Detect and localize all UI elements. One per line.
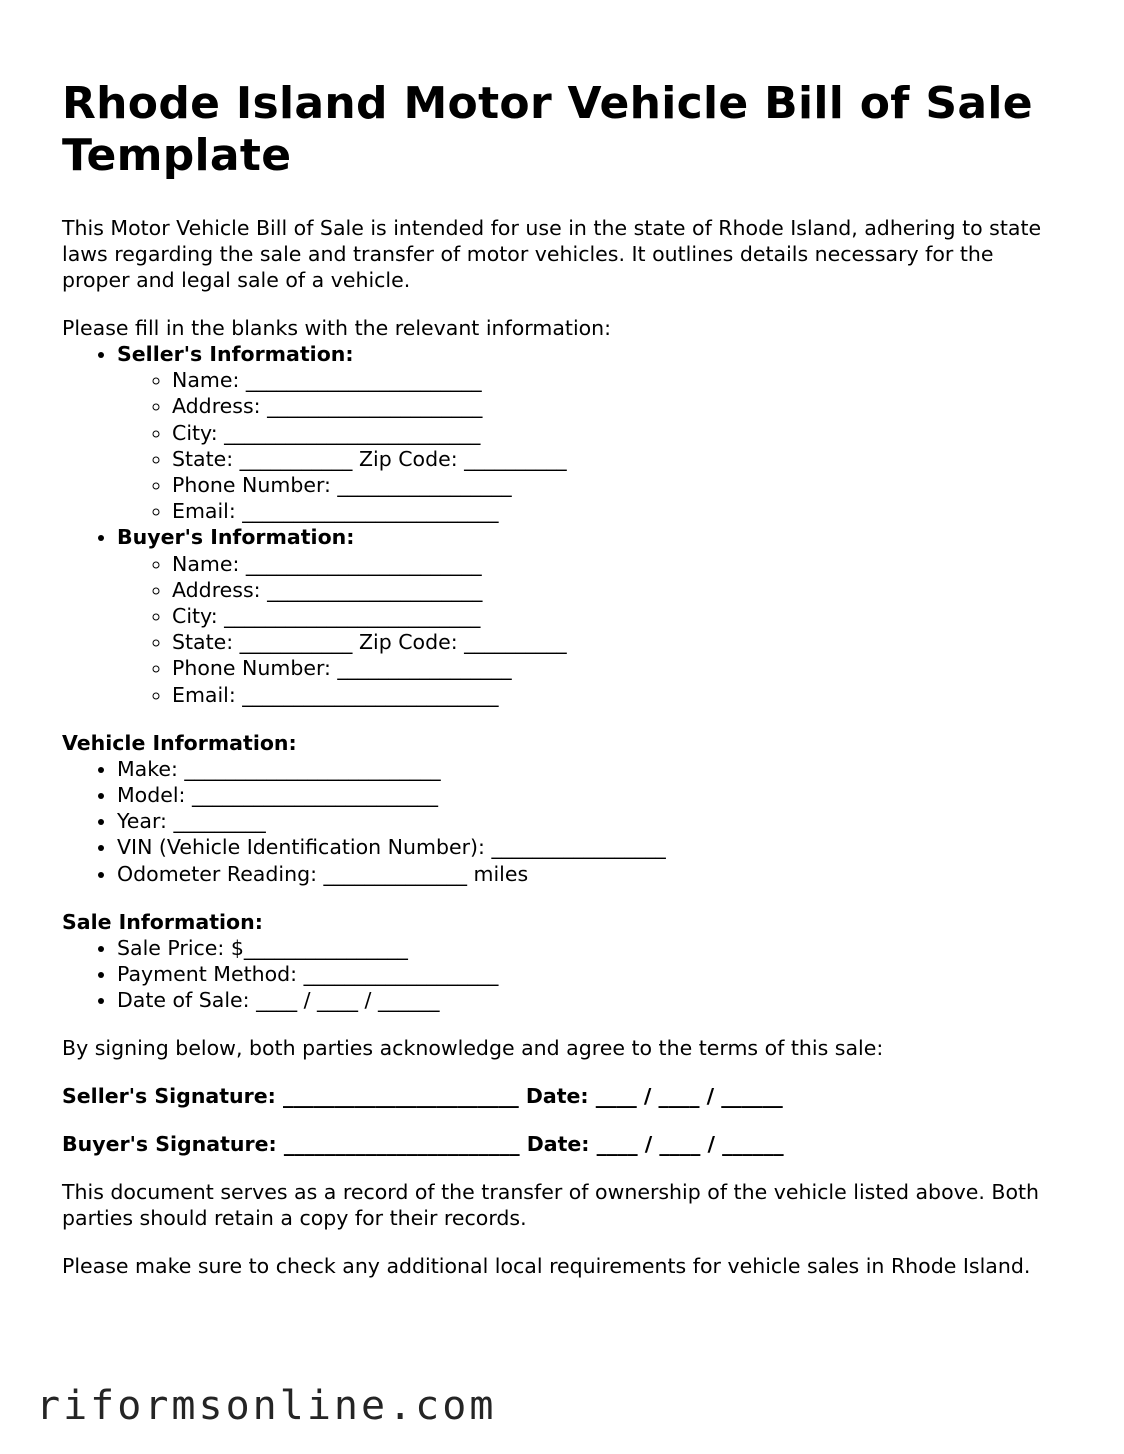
sale-date-field: • Date of Sale: ____ / ____ / ______ <box>117 987 1062 1013</box>
document-page <box>62 78 1062 1279</box>
buyer-address-field: ◦ Address: _____________________ <box>172 577 1062 603</box>
buyer-section <box>62 524 1062 707</box>
record-note: This document serves as a record of the transfer of ownership of the vehicle listed above. Both parties should retain a copy for their records. <box>62 1180 1040 1231</box>
seller-name-field: ◦ Name: _______________________ <box>172 367 1062 393</box>
site-watermark: riformsonline.com <box>36 1383 497 1429</box>
seller-state-zip-field: ◦ State: ___________ Zip Code: __________ <box>172 446 1062 472</box>
document-title: Rhode Island Motor Vehicle Bill of Sale Template <box>62 78 1033 181</box>
vehicle-odometer-field: • Odometer Reading: ______________ miles <box>117 861 1062 887</box>
seller-address-field: ◦ Address: _____________________ <box>172 393 1062 419</box>
seller-city-field: ◦ City: _________________________ <box>172 420 1062 446</box>
seller-signature-line: Seller's Signature: _______________________ Date: ____ / ____ / ______ <box>62 1084 783 1109</box>
buyer-name-field: ◦ Name: _______________________ <box>172 551 1062 577</box>
vehicle-make-field: • Make: _________________________ <box>117 756 1062 782</box>
buyer-item <box>117 524 1062 707</box>
seller-phone-field: ◦ Phone Number: _________________ <box>172 472 1062 498</box>
intro-paragraph: This Motor Vehicle Bill of Sale is intended for use in the state of Rhode Island, adhering to state laws regarding the sale and transfer of motor vehicles. It outlines details necessary for the proper and legal sale of a vehicle. <box>62 216 1042 292</box>
seller-fields <box>117 367 1062 524</box>
sale-fields <box>62 935 1062 1014</box>
seller-email-field: ◦ Email: _________________________ <box>172 498 1062 524</box>
payment-method-field: • Payment Method: ___________________ <box>117 961 1062 987</box>
buyer-fields <box>117 551 1062 708</box>
vehicle-fields <box>62 756 1062 887</box>
vehicle-heading: Vehicle Information: <box>62 730 297 755</box>
buyer-email-field: ◦ Email: _________________________ <box>172 682 1062 708</box>
seller-section <box>62 341 1062 524</box>
buyer-phone-field: ◦ Phone Number: _________________ <box>172 655 1062 681</box>
sale-price-field: • Sale Price: $________________ <box>117 935 1062 961</box>
fill-prompt: Please fill in the blanks with the relevant information: <box>62 316 612 340</box>
vehicle-year-field: • Year: _________ <box>117 808 1062 834</box>
buyer-city-field: ◦ City: _________________________ <box>172 603 1062 629</box>
buyer-state-zip-field: ◦ State: ___________ Zip Code: __________ <box>172 629 1062 655</box>
seller-heading: Seller's Information: <box>117 342 354 366</box>
seller-item <box>117 341 1062 524</box>
acknowledgement-text: By signing below, both parties acknowledge and agree to the terms of this sale: <box>62 1036 884 1061</box>
sale-heading: Sale Information: <box>62 909 263 934</box>
local-requirements-note: Please make sure to check any additional local requirements for vehicle sales in Rhode Island. <box>62 1254 1031 1279</box>
vehicle-model-field: • Model: ________________________ <box>117 782 1062 808</box>
buyer-signature-line: Buyer's Signature: _______________________ Date: ____ / ____ / ______ <box>62 1132 784 1157</box>
buyer-heading: Buyer's Information: <box>117 525 355 550</box>
vehicle-vin-field: • VIN (Vehicle Identification Number): _________________ <box>117 834 1062 860</box>
